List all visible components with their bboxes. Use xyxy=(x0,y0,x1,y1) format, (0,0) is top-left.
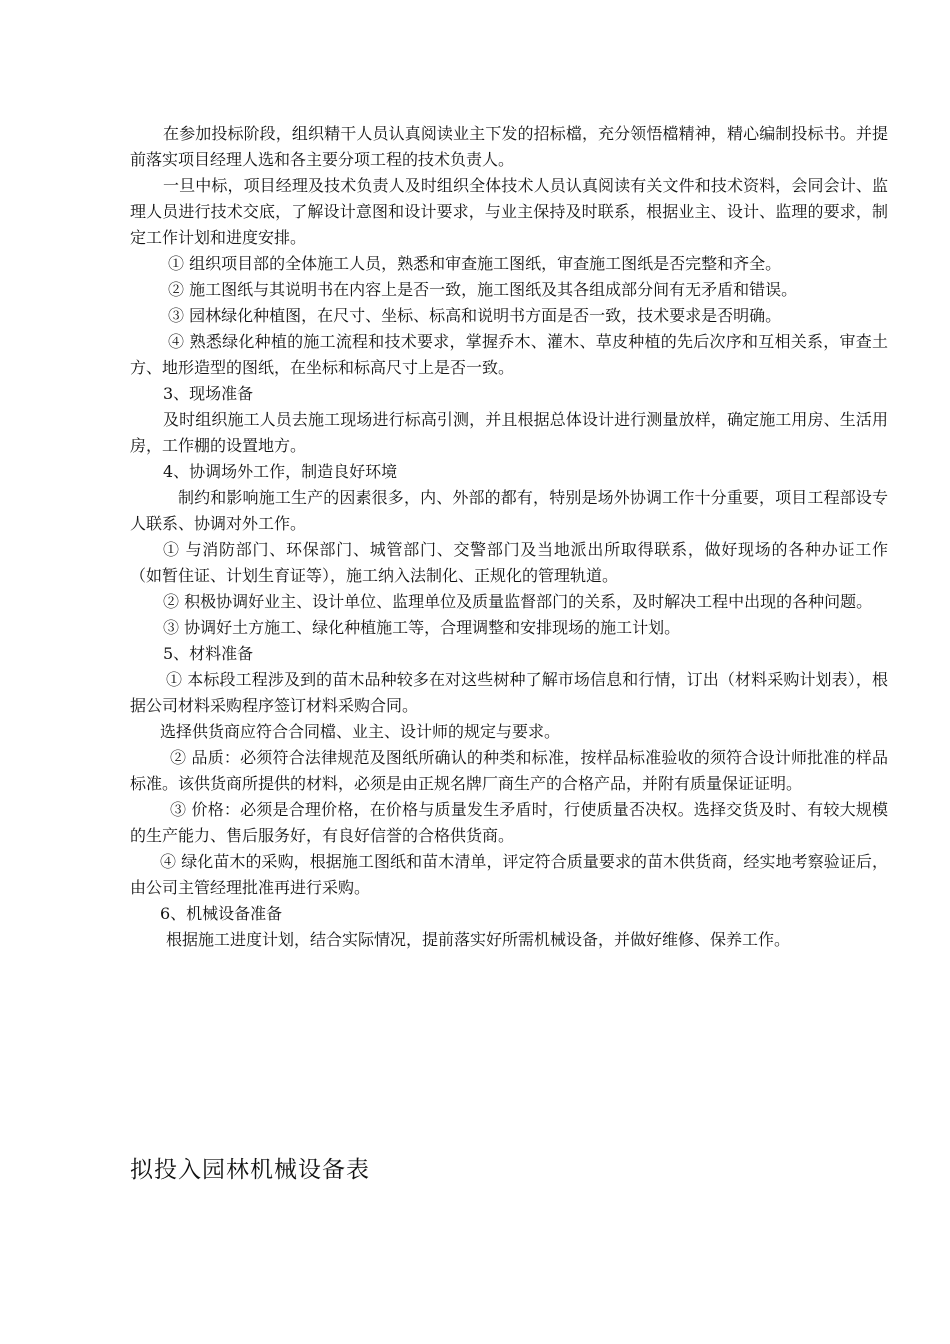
paragraph-coordination: 制约和影响施工生产的因素很多，内、外部的都有，特别是场外协调工作十分重要，项目工程部设专人联系、协调对外工作。 xyxy=(130,488,888,533)
section-heading-materials: 5、材料准备 xyxy=(163,644,254,663)
equipment-table-title: 拟投入园林机械设备表 xyxy=(130,1157,370,1183)
list-item-materials-3: ③ 价格：必须是合理价格，在价格与质量发生矛盾时，行使质量否决权。选择交货及时、有较大规模的生产能力、售后服务好，有良好信誉的合格供货商。 xyxy=(130,800,888,845)
paragraph-bidding-stage: 在参加投标阶段，组织精干人员认真阅读业主下发的招标檔，充分领悟檔精神，精心编制投标书。并提前落实项目经理人选和各主要分项工程的技术负责人。 xyxy=(130,124,888,169)
list-item-materials-4: ④ 绿化苗木的采购，根据施工图纸和苗木清单，评定符合质量要求的苗木供货商，经实地考察验证后，由公司主管经理批准再进行采购。 xyxy=(130,852,888,897)
document-body xyxy=(130,121,888,953)
list-item-materials-2: ② 品质：必须符合法律规范及图纸所确认的种类和标准，按样品标准验收的须符合设计师批准的样品标准。该供货商所提供的材料，必须是由正规名牌厂商生产的合格产品，并附有质量保证证明。 xyxy=(130,748,888,793)
list-item-drawings-2: ② 施工图纸与其说明书在内容上是否一致，施工图纸及其各组成部分间有无矛盾和错误。 xyxy=(168,280,798,299)
list-item-coordination-2: ② 积极协调好业主、设计单位、监理单位及质量监督部门的关系，及时解决工程中出现的各种问题。 xyxy=(163,592,873,611)
paragraph-supplier-selection: 选择供货商应符合合同檔、业主、设计师的规定与要求。 xyxy=(160,722,561,741)
section-heading-equipment: 6、机械设备准备 xyxy=(160,904,283,923)
list-item-coordination-3: ③ 协调好土方施工、绿化种植施工等，合理调整和安排现场的施工计划。 xyxy=(163,618,681,637)
paragraph-site-prep: 及时组织施工人员去施工现场进行标高引测，并且根据总体设计进行测量放样，确定施工用房、生活用房，工作棚的设置地方。 xyxy=(130,410,888,455)
section-heading-site-prep: 3、现场准备 xyxy=(163,384,254,403)
list-item-drawings-3: ③ 园林绿化种植图，在尺寸、坐标、标高和说明书方面是否一致，技术要求是否明确。 xyxy=(168,306,782,325)
paragraph-equipment: 根据施工进度计划，结合实际情况，提前落实好所需机械设备，并做好维修、保养工作。 xyxy=(166,930,791,949)
list-item-drawings-1: ① 组织项目部的全体施工人员，熟悉和审查施工图纸，审查施工图纸是否完整和齐全。 xyxy=(168,254,782,273)
list-item-drawings-4: ④ 熟悉绿化种植的施工流程和技术要求，掌握乔木、灌木、草皮种植的先后次序和互相关系，审查土方、地形造型的图纸，在坐标和标高尺寸上是否一致。 xyxy=(130,332,888,377)
section-heading-coordination: 4、协调场外工作，制造良好环境 xyxy=(163,462,398,481)
list-item-materials-1: ① 本标段工程涉及到的苗木品种较多在对这些树种了解市场信息和行情，订出（材料采购计划表），根据公司材料采购程序签订材料采购合同。 xyxy=(130,670,888,715)
paragraph-after-award: 一旦中标，项目经理及技术负责人及时组织全体技术人员认真阅读有关文件和技术资料，会同会计、监理人员进行技术交底，了解设计意图和设计要求，与业主保持及时联系，根据业主、设计、监理的要求，制定工作计划和进度安排。 xyxy=(130,176,888,247)
list-item-coordination-1: ① 与消防部门、环保部门、城管部门、交警部门及当地派出所取得联系，做好现场的各种办证工作（如暂住证、计划生育证等），施工纳入法制化、正规化的管理轨道。 xyxy=(130,540,888,585)
